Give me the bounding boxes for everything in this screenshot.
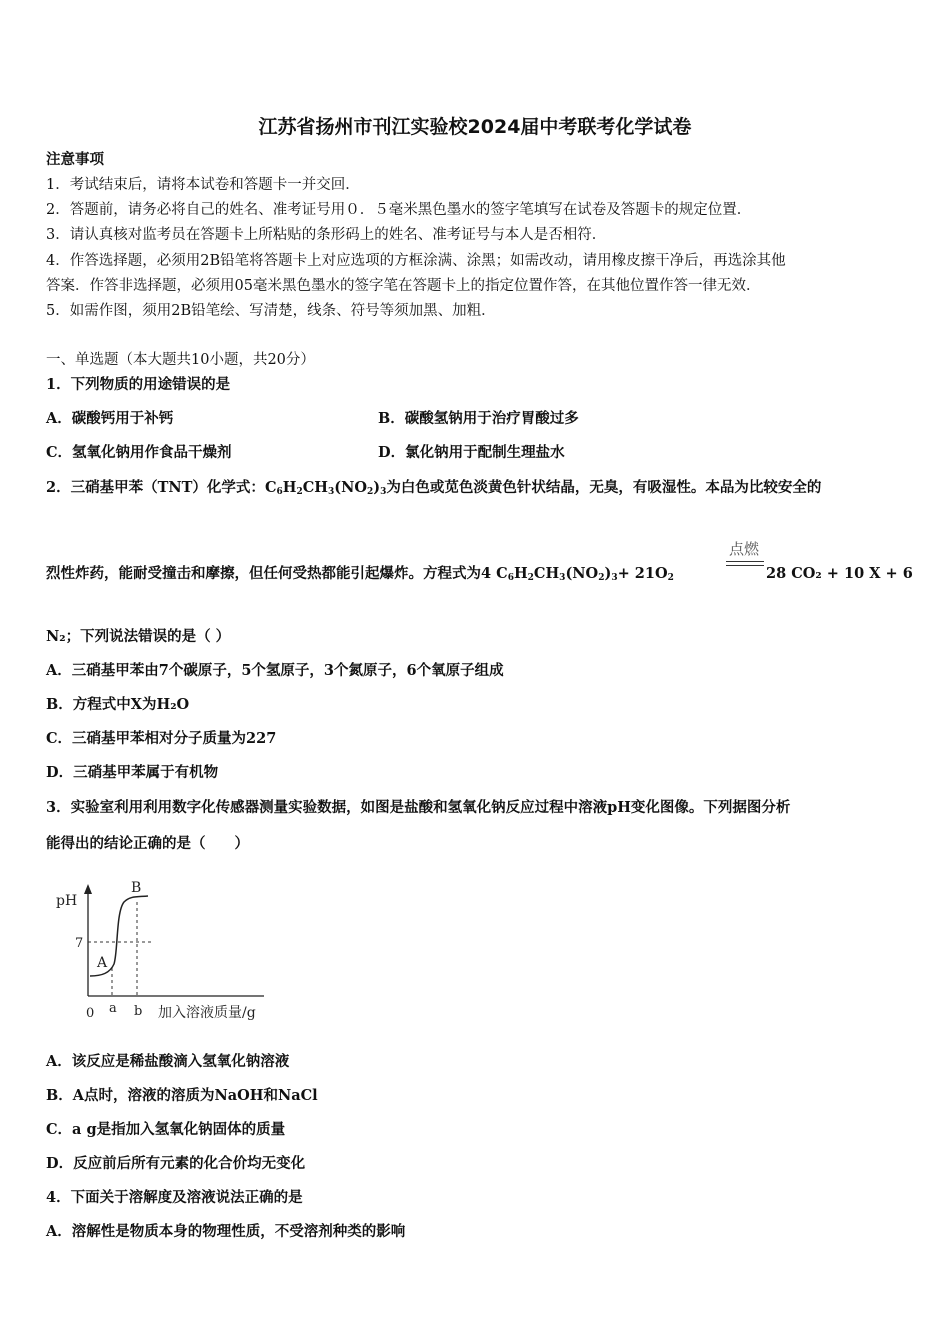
tnt-formula: $C_6H_2CH_3(NO_2)_3$ bbox=[264, 479, 387, 497]
question-3-line2: 能得出的结论正确的是（ ） bbox=[46, 835, 249, 852]
notice-item: 5．如需作图，须用2B铅笔绘、写清楚，线条、符号等须加黑、加粗． bbox=[46, 303, 496, 319]
y-axis-arrow bbox=[84, 884, 92, 894]
question-4-stem: 4．下面关于溶解度及溶液说法正确的是 bbox=[46, 1189, 303, 1206]
q4-option-a: A．溶解性是物质本身的物理性质，不受溶剂种类的影响 bbox=[46, 1223, 406, 1240]
notice-item: 4．作答选择题，必须用2B铅笔将答题卡上对应选项的方框涂满、涂黑；如需改动，请用橡皮擦干净后，再选涂其他 bbox=[46, 253, 786, 269]
q1-option-d: D．氯化钠用于配制生理盐水 bbox=[378, 444, 565, 461]
origin-label: 0 bbox=[86, 1006, 95, 1021]
equation-double-line bbox=[726, 565, 764, 566]
question-3-line1: 3．实验室利用利用数字化传感器测量实验数据，如图是盐酸和氢氧化钠反应过程中溶液pH变化图像。下列据图分析 bbox=[46, 799, 791, 816]
q3-option-d: D．反应前后所有元素的化合价均无变化 bbox=[46, 1155, 306, 1172]
q2-line1-pre: 2．三硝基甲苯（TNT）化学式： bbox=[46, 479, 265, 496]
equation-reactants: 4 $C_6H_2CH_3(NO_2)_3+ 21O_2$ bbox=[481, 565, 674, 583]
question-1-stem: 1．下列物质的用途错误的是 bbox=[46, 376, 231, 393]
q2-option-b: B．方程式中X为H₂O bbox=[46, 696, 190, 713]
q1-option-a: A．碳酸钙用于补钙 bbox=[46, 410, 174, 427]
q2-line1-post: 为白色或苋色淡黄色针状结晶，无臭，有吸湿性。本品为比较安全的 bbox=[386, 479, 822, 496]
q2-option-a: A．三硝基甲苯由7个碳原子，5个氢原子，3个氮原子，6个氧原子组成 bbox=[46, 662, 504, 679]
notice-item: 2．答题前，请务必将自己的姓名、准考证号用０．５毫米黑色墨水的签字笔填写在试卷及答题卡的规定位置． bbox=[46, 202, 752, 218]
q2-line2-pre: 烈性炸药，能耐受撞击和摩擦，但任何受热都能引起爆炸。方程式为 bbox=[46, 565, 481, 582]
x-axis-label: 加入溶液质量/g bbox=[158, 1005, 256, 1021]
point-b-label: B bbox=[131, 880, 142, 896]
q2-option-d: D．三硝基甲苯属于有机物 bbox=[46, 764, 219, 781]
equation-condition: 点燃 bbox=[728, 540, 759, 558]
q3-option-a: A．该反应是稀盐酸滴入氢氧化钠溶液 bbox=[46, 1053, 290, 1070]
y-axis-label: pH bbox=[56, 893, 78, 909]
q3-option-c: C．a g是指加入氢氧化钠固体的质量 bbox=[46, 1121, 286, 1138]
notice-item: 3．请认真核对监考员在答题卡上所粘贴的条形码上的姓名、准考证号与本人是否相符． bbox=[46, 227, 607, 243]
notice-item: 1．考试结束后，请将本试卷和答题卡一并交回． bbox=[46, 177, 360, 193]
equation-double-line bbox=[726, 561, 764, 562]
x-tick-b: b bbox=[134, 1004, 143, 1019]
q3-option-b: B．A点时，溶液的溶质为NaOH和NaCl bbox=[46, 1087, 318, 1104]
q1-option-c: C．氢氧化钠用作食品干燥剂 bbox=[46, 444, 232, 461]
notice-item: 答案．作答非选择题，必须用05毫米黑色墨水的签字笔在答题卡上的指定位置作答，在其他位置作答一律无效． bbox=[46, 278, 761, 294]
section-heading: 一、单选题（本大题共10小题，共20分） bbox=[46, 352, 315, 368]
y-tick-label: 7 bbox=[75, 936, 84, 951]
ph-chart bbox=[44, 872, 284, 1032]
notice-heading: 注意事项 bbox=[46, 151, 104, 168]
page-title: 江苏省扬州市刊江实验校2024届中考联考化学试卷 bbox=[258, 116, 692, 138]
equation-products: 28 CO₂ + 10 X + 6 bbox=[766, 565, 913, 582]
x-tick-a: a bbox=[109, 1001, 117, 1016]
question-2-line3: N₂；下列说法错误的是（ ） bbox=[46, 628, 231, 645]
q1-option-b: B．碳酸氢钠用于治疗胃酸过多 bbox=[378, 410, 579, 427]
question-2-line1 bbox=[46, 478, 821, 498]
point-a-label: A bbox=[97, 955, 108, 971]
q2-option-c: C．三硝基甲苯相对分子质量为227 bbox=[46, 730, 277, 747]
question-2-line2 bbox=[46, 564, 674, 584]
